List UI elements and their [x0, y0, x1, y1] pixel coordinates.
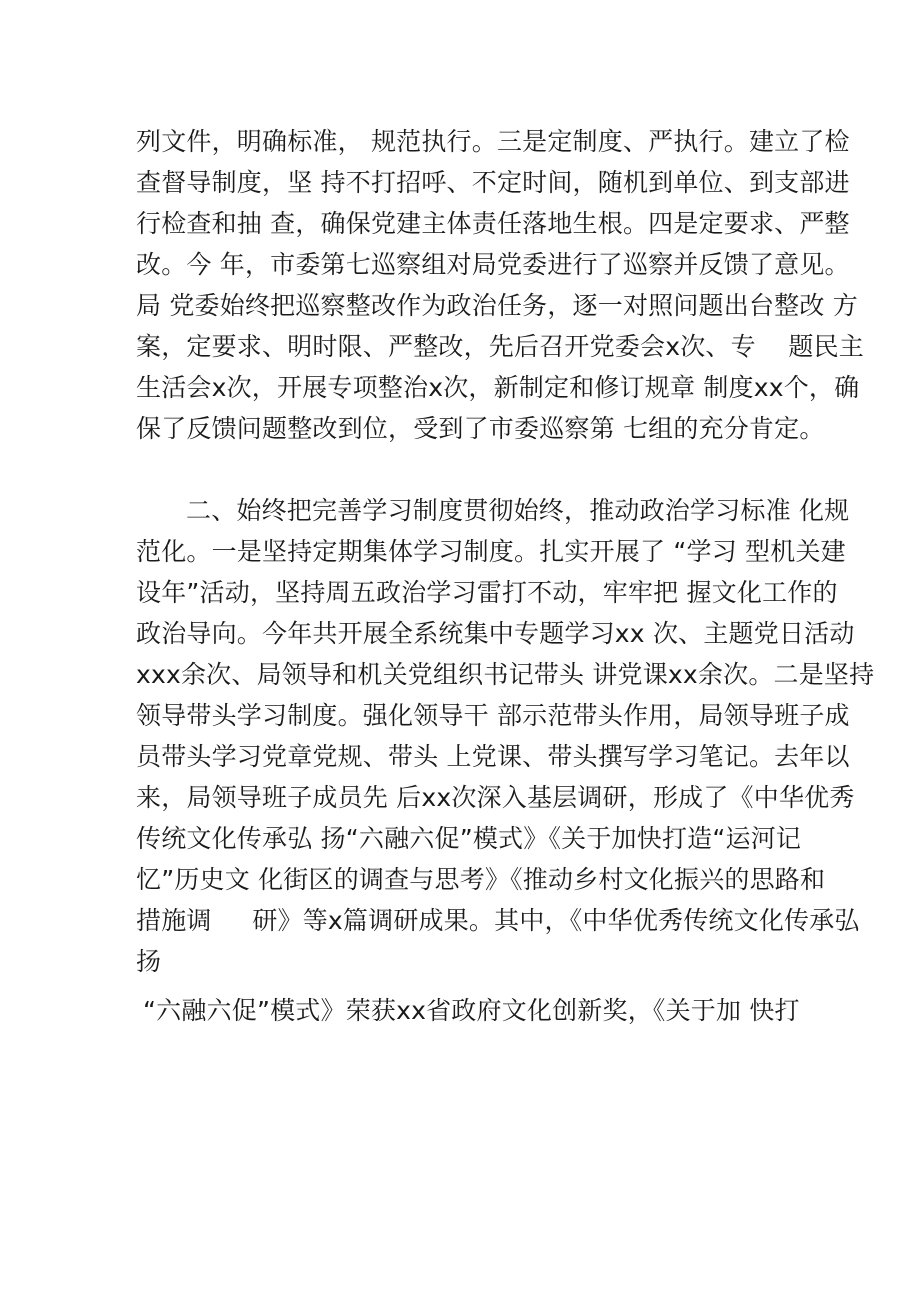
text-line: 传统文化传承弘 扬“六融六促”模式》《关于加快打造“运河记	[136, 824, 802, 853]
text-line: “六融六促”模式》荣获xx省政府文化创新奖，《关于加 快打	[143, 996, 800, 1025]
text-line: 改。今 年，市委第七巡察组对局党委进行了巡察并反馈了意见。	[136, 250, 850, 279]
text-line: 忆”历史文 化街区的调查与思考》《推动乡村文化振兴的思路和	[136, 865, 826, 894]
text-line: 二、始终把完善学习制度贯彻始终，推动政治学习标准 化规	[186, 496, 850, 525]
text-line: xxx余次、局领导和机关党组织书记带头 讲党课xx余次。二是坚持	[136, 660, 875, 689]
text-line: 措施调 研》等x篇调研成果。其中，《中华优秀传统文化传承弘	[136, 906, 860, 935]
text-line: 设年”活动，坚持周五政治学习雷打不动，牢牢把 握文化工作的	[136, 578, 838, 607]
text-line: 领导带头学习制度。强化领导干 部示范带头作用，局领导班子成	[136, 701, 850, 730]
text-line: 案，定要求、明时限、严整改，先后召开党委会x次、专 题民主	[136, 332, 864, 361]
text-line: 保了反馈问题整改到位，受到了市委巡察第 七组的充分肯定。	[136, 414, 825, 443]
text-line: 查督导制度，坚 持不打招呼、不定时间，随机到单位、到支部进	[136, 168, 850, 197]
text-line: 列文件，明确标准， 规范执行。三是定制度、严执行。建立了检	[136, 127, 850, 156]
text-line: 范化。一是坚持定期集体学习制度。扎实开展了 “学习 型机关建	[136, 537, 846, 566]
text-line: 政治导向。今年共开展全系统集中专题学习xx 次、主题党日活动	[136, 619, 855, 648]
text-line: 局 党委始终把巡察整改作为政治任务，逐一对照问题出台整改 方	[136, 291, 858, 320]
text-line: 行检查和抽 查，确保党建主体责任落地生根。四是定要求、严整	[136, 209, 850, 238]
text-line: 扬	[136, 947, 162, 976]
text-line: 员带头学习党章党规、带头 上党课、带头撰写学习笔记。去年以	[136, 742, 850, 771]
text-line: 生活会x次，开展专项整治x次，新制定和修订规章 制度xx个，确	[136, 373, 860, 402]
text-line: 来，局领导班子成员先 后xx次深入基层调研，形成了《中华优秀	[136, 783, 855, 812]
